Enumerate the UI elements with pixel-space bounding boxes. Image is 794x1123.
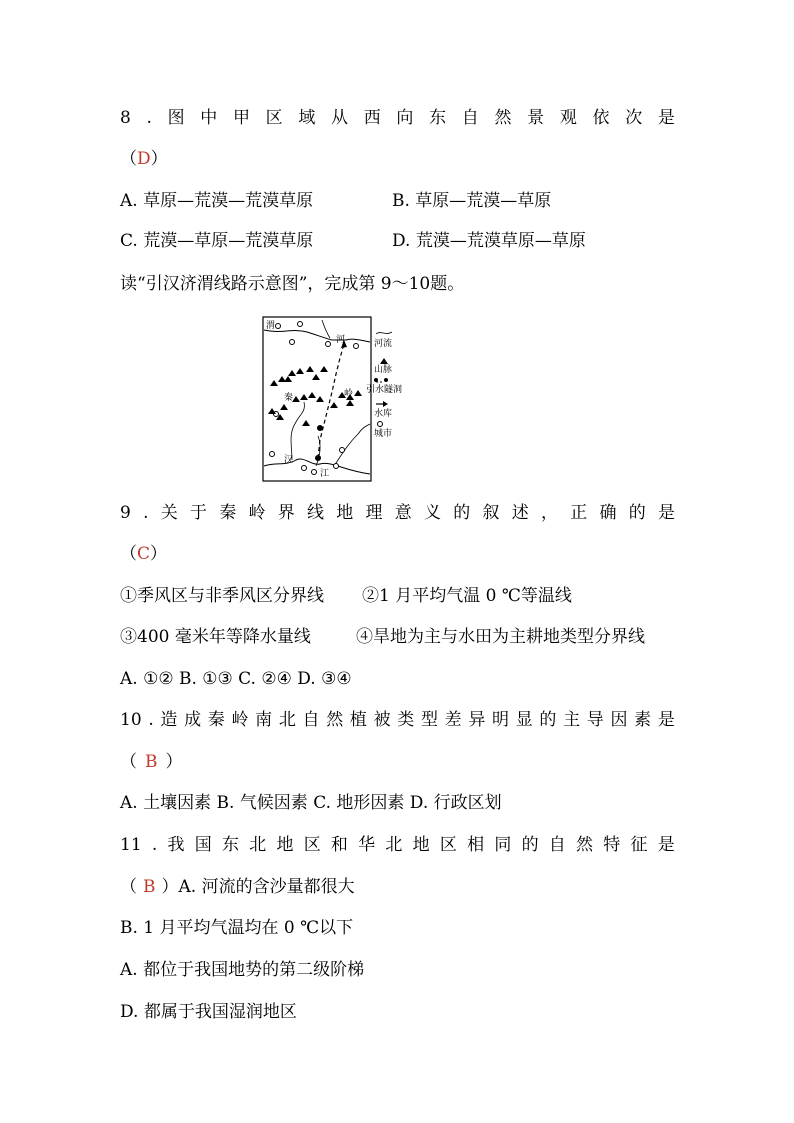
stem-char: 是 — [657, 108, 675, 128]
q8-option-a: A. 草原—荒漠—荒漠草原 — [120, 191, 314, 211]
stem-char: 依 — [592, 108, 610, 128]
stem-char: . — [143, 503, 149, 523]
stem-char: 西 — [363, 108, 381, 128]
q10-answer: B — [145, 752, 158, 772]
label-qin: 秦 — [284, 393, 294, 403]
reservoir — [317, 425, 323, 431]
q8-option-c: C. 荒漠—草原—荒漠草原 — [120, 231, 314, 251]
stem-char: 线 — [306, 503, 324, 523]
legend-tunnel: 引水隧洞 — [366, 385, 403, 395]
stem-char: 述 — [511, 503, 529, 523]
stem-char: 国 — [194, 835, 212, 855]
legend-reservoir: 水库 — [374, 409, 393, 419]
stem-char: 意 — [394, 503, 412, 523]
stem-char: 秦 — [219, 503, 237, 523]
stem-char: 自 — [461, 108, 479, 128]
stem-char: 是 — [657, 835, 675, 855]
stem-char: 关 — [160, 503, 178, 523]
stem-char: 的 — [539, 710, 557, 730]
reservoir — [315, 455, 321, 461]
stem-char: 北 — [385, 835, 403, 855]
stem-char: 的 — [628, 503, 646, 523]
legend-river: 河流 — [374, 339, 393, 349]
paren-close: ） — [150, 544, 168, 564]
stem-char: 明 — [492, 710, 510, 730]
legend-mountain-icon — [380, 358, 388, 364]
q8-answer: D — [137, 149, 151, 169]
q8-stem — [120, 106, 675, 130]
stem-char: 然 — [326, 710, 344, 730]
q11-option-a: ）A. 河流的含沙量都很大 — [161, 877, 355, 897]
legend-mountain: 山脉 — [374, 365, 393, 375]
read-instruction: 读“引汉济渭线路示意图”，完成第 9～10题。 — [120, 274, 465, 294]
stem-char: 植 — [349, 710, 367, 730]
q9-item-4: ④旱地为主与水田为主耕地类型分界线 — [356, 627, 645, 647]
q10-options: A. 土壤因素 B. 气候因素 C. 地形因素 D. 行政区划 — [120, 793, 502, 813]
stem-char: 理 — [365, 503, 383, 523]
city — [298, 322, 303, 327]
legend-city-icon — [378, 422, 383, 427]
q11-option-b: B. 1 月平均气温均在 0 ℃以下 — [120, 918, 354, 938]
q9-answer-line — [120, 542, 167, 566]
stem-char: 区 — [439, 835, 457, 855]
q8-answer-line — [120, 147, 168, 171]
stem-char: 和 — [330, 835, 348, 855]
stem-char: 中 — [200, 108, 218, 128]
q11-stem — [120, 833, 675, 857]
stem-char: 区 — [303, 835, 321, 855]
q11-answer-line — [120, 875, 355, 899]
label-jiang: 江 — [320, 469, 330, 479]
stem-char: 11 — [120, 835, 142, 855]
q8-option-d: D. 荒漠—荒漠草原—草原 — [392, 231, 586, 251]
label-han: 汉 — [284, 455, 294, 465]
label-wei: 渭 — [266, 321, 276, 331]
stem-char: 域 — [298, 108, 316, 128]
stem-char: 型 — [420, 710, 438, 730]
stem-char: 次 — [625, 108, 643, 128]
stem-char: 地 — [412, 835, 430, 855]
stem-char: 特 — [603, 835, 621, 855]
stem-char: 义 — [423, 503, 441, 523]
stem-char: 岭 — [248, 503, 266, 523]
label-ling: 岭 — [344, 389, 354, 399]
stem-char: 叙 — [482, 503, 500, 523]
stem-char: 差 — [444, 710, 462, 730]
stem-char: 8 — [120, 108, 131, 128]
stem-char: 成 — [184, 710, 202, 730]
stem-char: 造 — [160, 710, 178, 730]
stem-char: 从 — [331, 108, 349, 128]
stem-char: 10 — [120, 710, 142, 730]
stem-char: 向 — [396, 108, 414, 128]
stem-char: 界 — [277, 503, 295, 523]
stem-char: 东 — [221, 835, 239, 855]
q11-option-d: D. 都属于我国湿润地区 — [120, 1002, 297, 1022]
stem-char: 9 — [120, 503, 131, 523]
stem-char: 是 — [657, 710, 675, 730]
diversion-route-map — [262, 316, 414, 484]
stem-char: 地 — [276, 835, 294, 855]
stem-char: 观 — [559, 108, 577, 128]
stem-char: 的 — [453, 503, 471, 523]
city — [312, 470, 317, 475]
stem-char: 主 — [563, 710, 581, 730]
stem-char: 的 — [521, 835, 539, 855]
city — [270, 452, 275, 457]
stem-char: 北 — [278, 710, 296, 730]
stem-char: . — [151, 835, 158, 855]
q9-answer: C — [137, 544, 151, 564]
stem-char: 甲 — [232, 108, 250, 128]
q9-item-1: ①季风区与非季风区分界线 — [120, 586, 324, 606]
city — [334, 464, 339, 469]
stem-char: 同 — [494, 835, 512, 855]
q10-answer-line — [120, 750, 183, 774]
paren-open: （ — [120, 752, 137, 772]
city — [326, 342, 331, 347]
city — [340, 448, 345, 453]
stem-char: 自 — [302, 710, 320, 730]
q9-stem — [120, 501, 675, 525]
q8-option-b: B. 草原—荒漠—草原 — [392, 191, 552, 211]
stem-char: 区 — [265, 108, 283, 128]
stem-char: 自 — [548, 835, 566, 855]
stem-char: 然 — [576, 835, 594, 855]
stem-char: 地 — [336, 503, 354, 523]
stem-char: 是 — [657, 503, 675, 523]
paren-open: （ — [120, 877, 137, 897]
stem-char: 秦 — [207, 710, 225, 730]
city — [290, 340, 295, 345]
label-he: 河 — [336, 335, 346, 345]
q9-item-2: ②1 月平均气温 0 ℃等温线 — [362, 586, 572, 606]
paren-close: ） — [165, 752, 183, 772]
stem-char: 素 — [634, 710, 652, 730]
q9-options: A. ①② B. ①③ C. ②④ D. ③④ — [120, 669, 352, 689]
stem-char: 我 — [167, 835, 185, 855]
legend-city: 城市 — [374, 429, 393, 439]
q11-option-c: A. 都位于我国地势的第二级阶梯 — [120, 960, 365, 980]
city — [354, 344, 359, 349]
stem-char: 然 — [494, 108, 512, 128]
stem-char: 景 — [527, 108, 545, 128]
stem-char: 被 — [373, 710, 391, 730]
stem-char: 于 — [189, 503, 207, 523]
stem-char: 相 — [467, 835, 485, 855]
city — [276, 324, 281, 329]
stem-char: 导 — [586, 710, 604, 730]
stem-char: 正 — [570, 503, 588, 523]
stem-char: 东 — [429, 108, 447, 128]
legend-river-icon — [376, 332, 392, 334]
stem-char: . — [148, 710, 154, 730]
stem-char: . — [146, 108, 152, 128]
q10-stem — [120, 708, 675, 732]
paren-close: ） — [150, 149, 168, 169]
stem-char: 确 — [599, 503, 617, 523]
stem-char: 华 — [358, 835, 376, 855]
stem-char: 类 — [397, 710, 415, 730]
stem-char: 岭 — [231, 710, 249, 730]
stem-char: 南 — [255, 710, 273, 730]
paren-open: （ — [120, 149, 137, 169]
stem-char: 北 — [249, 835, 267, 855]
stem-char: 征 — [630, 835, 648, 855]
stem-char: 显 — [515, 710, 533, 730]
stem-char: 图 — [167, 108, 185, 128]
q11-answer: B — [143, 877, 156, 897]
stem-char: ， — [540, 503, 558, 523]
stem-char: 异 — [468, 710, 486, 730]
city — [302, 466, 307, 471]
q9-item-3: ③400 毫米年等降水量线 — [120, 627, 311, 647]
paren-open: （ — [120, 544, 137, 564]
stem-char: 因 — [610, 710, 628, 730]
